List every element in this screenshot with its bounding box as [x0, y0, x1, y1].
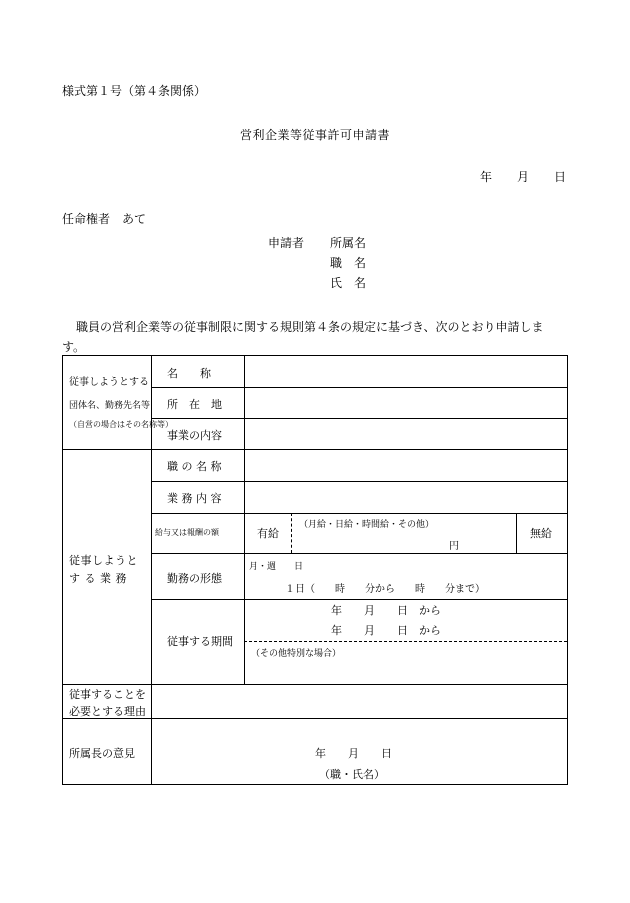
name-label: 氏 名	[330, 276, 367, 290]
addressee: 任命権者 あて	[62, 212, 147, 226]
col-divider-1	[151, 356, 152, 684]
chief-opinion-label: 所属長の意見	[69, 747, 135, 760]
row-divider	[151, 553, 567, 554]
period-line-1: 年 月 日 から	[331, 604, 441, 617]
chief-date-text: 年 月 日	[315, 747, 392, 760]
row-label-business: 事業の内容	[167, 429, 222, 442]
period-dashed-divider	[244, 641, 567, 642]
org-group-label-line2: 団体名、勤務先名等	[69, 401, 151, 411]
row-label-job-title: 職 の 名 称	[167, 460, 222, 473]
row-label-period: 従事する期間	[167, 635, 233, 648]
row-divider	[151, 513, 567, 514]
paid-label: 有給	[257, 527, 279, 540]
work-group-label-line2: す る 業 務	[69, 572, 127, 585]
row-label-pay: 給与又は報酬の額	[155, 528, 219, 537]
application-form-table	[62, 355, 568, 785]
org-group-label-line3: （自営の場合はその名称等）	[69, 420, 173, 429]
reason-label-line2: 必要とする理由	[69, 705, 146, 718]
date-day-label: 日	[554, 170, 567, 184]
unpaid-label: 無給	[530, 527, 552, 540]
row-divider	[151, 599, 567, 600]
yen-label: 円	[449, 541, 459, 552]
row-divider	[151, 481, 567, 482]
work-form-days-text: 月・週 日	[249, 562, 304, 572]
chief-signature-text: （職・氏名）	[319, 768, 385, 781]
row-divider	[63, 684, 567, 685]
reason-label-line1: 従事することを	[69, 688, 146, 701]
row-divider	[63, 449, 567, 450]
page-title: 営利企業等従事許可申請書	[240, 128, 391, 142]
work-group-label-line1: 従事しようと	[69, 554, 138, 567]
date-year-label: 年	[480, 170, 493, 184]
pay-types-text: （月給・日給・時間給・その他）	[299, 520, 435, 530]
pay-dashed-divider	[291, 513, 292, 553]
work-form-hours-text: １日（ 時 分から 時 分まで）	[285, 584, 485, 595]
intro-line-1: 職員の営利企業等の従事制限に関する規則第４条の規定に基づき、次のとおり申請しま	[76, 320, 544, 334]
col-divider-bottom	[151, 684, 152, 785]
affiliation-label: 所属名	[330, 236, 367, 250]
form-number: 様式第１号（第４条関係）	[62, 84, 207, 98]
row-divider	[151, 387, 567, 388]
intro-line-2: す。	[62, 340, 86, 354]
row-label-work-form: 勤務の形態	[167, 572, 222, 585]
org-group-label-line1: 従事しようとする	[69, 377, 149, 388]
applicant-label: 申請者	[268, 236, 305, 250]
date-month-label: 月	[517, 170, 530, 184]
row-divider	[151, 418, 567, 419]
period-other-text: （その他特別な場合）	[251, 649, 342, 659]
pay-unpaid-divider	[516, 513, 517, 553]
row-label-name: 名 称	[167, 367, 211, 380]
position-label: 職 名	[330, 256, 367, 270]
period-line-2: 年 月 日 から	[331, 624, 441, 637]
row-label-job-content: 業 務 内 容	[167, 492, 222, 505]
col-divider-2	[244, 356, 245, 684]
row-label-location: 所 在 地	[167, 398, 222, 411]
